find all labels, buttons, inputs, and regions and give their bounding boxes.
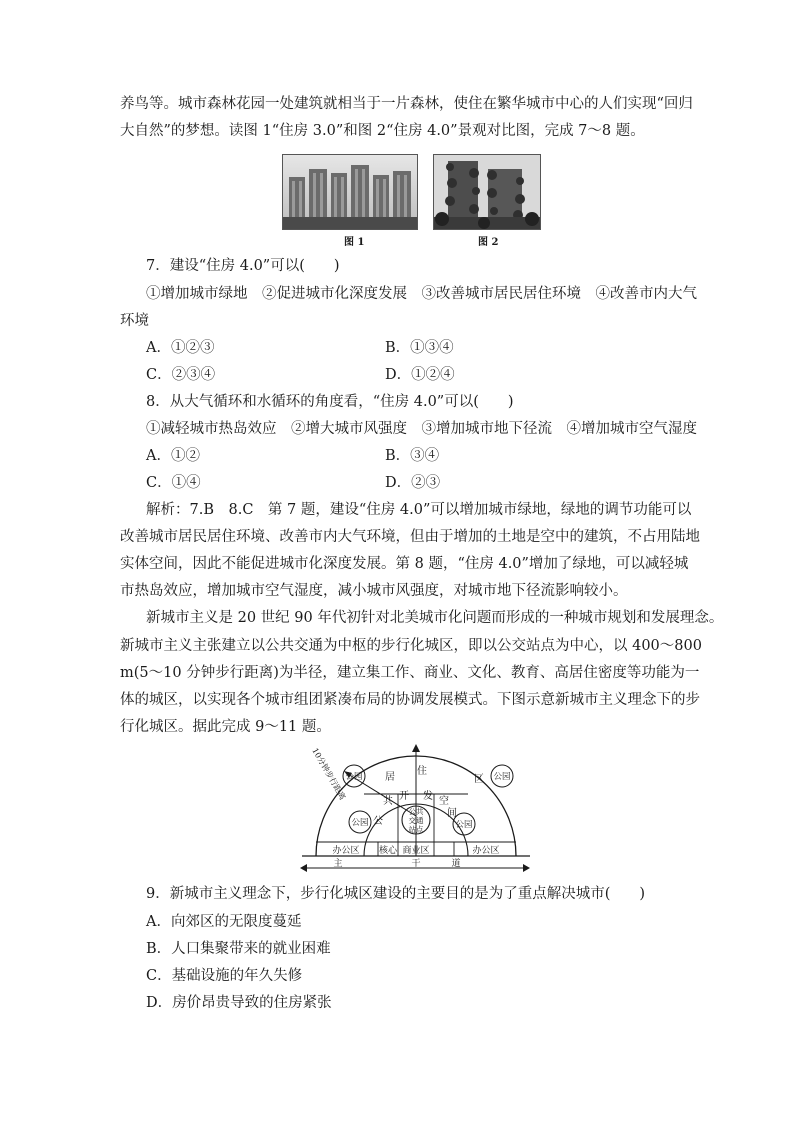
passage2-line-4: 体的城区，以实现各个城市组团紧凑布局的协调发展模式。下图示意新城市主义理念下的步 (120, 692, 700, 708)
passage2-line-1: 新城市主义是 20 世纪 90 年代初针对北美城市化问题而形成的一种城市规划和发展理念。 (146, 610, 724, 626)
passage2-line-5: 行化城区。据此完成 9～11 题。 (120, 719, 331, 735)
residential-char-2: 住 (417, 766, 427, 777)
q8-option-c: C．①④ (146, 475, 201, 491)
station-label-1: 公共 (408, 807, 424, 816)
q7-items-line-2: 环境 (120, 313, 149, 329)
q9-option-a: A．向郊区的无限度蔓延 (146, 914, 302, 930)
radius-label: 10分钟步行距离 (310, 746, 348, 802)
open-space-char-4: 发 (423, 791, 433, 802)
commercial-label: 商业区 (402, 846, 430, 856)
q7-option-c: C．②③④ (146, 367, 216, 383)
residential-char-1: 居 (385, 772, 395, 783)
park-label-1: 公园 (345, 772, 363, 782)
office-right-label: 办公区 (472, 846, 500, 856)
q7-option-d: D．①②④ (385, 367, 455, 383)
core-label: 核心 (378, 846, 398, 856)
analysis-line-3: 实体空间，因此不能促进城市化深度发展。第 8 题，“住房 4.0”增加了绿地，可以减轻城 (120, 556, 689, 572)
analysis-line-1: 解析：7.B 8.C 第 7 题，建设“住房 4.0”可以增加城市绿地，绿地的调节功能可以 (146, 502, 692, 518)
open-space-char-3: 开 (399, 791, 409, 802)
park-label-3: 公园 (351, 818, 369, 828)
residential-char-3: 区 (474, 774, 484, 785)
q8-option-b: B．③④ (385, 448, 440, 464)
q7-option-b: B．①③④ (385, 340, 454, 356)
q9-option-c: C．基础设施的年久失修 (146, 968, 303, 984)
figure-1-caption: 图 1 (344, 237, 365, 248)
walkable-district-diagram (294, 744, 534, 874)
open-space-char-2: 共 (383, 796, 393, 807)
q8-option-d: D．②③ (385, 475, 441, 491)
station-label-3: 站点 (408, 825, 424, 834)
road-char-3: 道 (451, 859, 461, 869)
park-label-4: 公园 (455, 820, 473, 830)
analysis-line-2: 改善城市居民居住环境、改善市内大气环境，但由于增加的土地是空中的建筑，不占用陆地 (120, 529, 700, 545)
figure-2-caption: 图 2 (478, 237, 499, 248)
passage2-line-2: 新城市主义主张建立以公共交通为中枢的步行化城区，即以公交站点为中心，以 400～800 (120, 638, 702, 654)
q8-option-a: A．①② (146, 448, 200, 464)
office-left-label: 办公区 (332, 846, 360, 856)
park-label-2: 公园 (493, 772, 511, 782)
intro-line-1: 养鸟等。城市森林花园一处建筑就相当于一片森林，使住在繁华城市中心的人们实现“回归 (120, 96, 693, 112)
q7-stem: 7．建设“住房 4.0”可以( ) (146, 258, 340, 274)
q9-option-d: D．房价昂贵导致的住房紧张 (146, 995, 332, 1011)
q7-items-line-1: ①增加城市绿地 ②促进城市化深度发展 ③改善城市居民居住环境 ④改善市内大气 (146, 286, 697, 302)
q8-items: ①减轻城市热岛效应 ②增大城市风强度 ③增加城市地下径流 ④增加城市空气湿度 (146, 421, 697, 437)
open-space-char-6: 间 (447, 808, 457, 819)
figure-1-photo (282, 154, 418, 230)
q8-stem: 8．从大气循环和水循环的角度看，“住房 4.0”可以( ) (146, 394, 514, 410)
q7-option-a: A．①②③ (146, 340, 215, 356)
open-space-char-1: 公 (373, 816, 383, 827)
q9-option-b: B．人口集聚带来的就业困难 (146, 941, 331, 957)
figure-2-photo (433, 154, 541, 230)
road-char-2: 干 (411, 859, 421, 869)
road-char-1: 主 (333, 859, 343, 869)
q9-stem: 9．新城市主义理念下，步行化城区建设的主要目的是为了重点解决城市( ) (146, 886, 646, 902)
intro-line-2: 大自然”的梦想。读图 1“住房 3.0”和图 2“住房 4.0”景观对比图，完成 7～8 题。 (120, 123, 645, 139)
analysis-line-4: 市热岛效应，增加城市空气湿度，减小城市风强度，对城市地下径流影响较小。 (120, 583, 628, 599)
station-label-2: 交通 (408, 816, 424, 825)
open-space-char-5: 空 (439, 796, 449, 807)
passage2-line-3: m(5～10 分钟步行距离)为半径，建立集工作、商业、文化、教育、高居住密度等功能为一 (120, 665, 700, 681)
